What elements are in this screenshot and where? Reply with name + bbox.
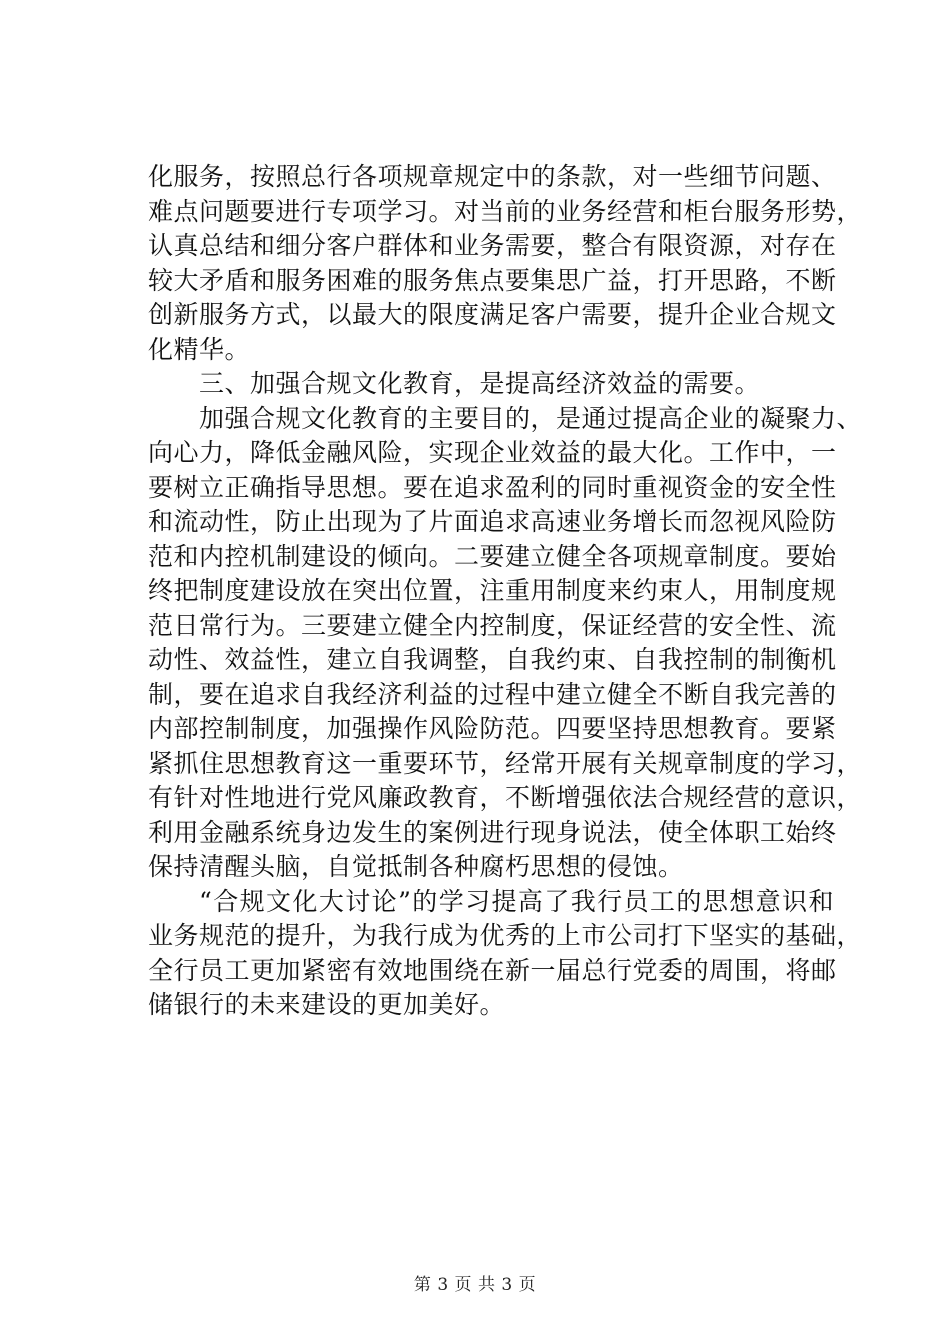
text-line: 保持清醒头脑，自觉抵制各种腐朽思想的侵蚀。	[148, 852, 684, 881]
text-line: 创新服务方式，以最大的限度满足客户需要，提升企业合规文	[148, 300, 837, 329]
text-line: 范和内控机制建设的倾向。二要建立健全各项规章制度。要始	[148, 541, 837, 571]
text-line: 制，要在追求自我经济利益的过程中建立健全不断自我完善的	[148, 679, 837, 709]
text-line: 储银行的未来建设的更加美好。	[148, 990, 506, 1019]
text-line: 终把制度建设放在突出位置，注重用制度来约束人，用制度规	[148, 576, 837, 605]
text-line: 向心力，降低金融风险，实现企业效益的最大化。工作中，一	[148, 438, 837, 467]
text-line: 化精华。	[148, 334, 251, 364]
text-line: 动性、效益性，建立自我调整，自我约束、自我控制的制衡机	[148, 645, 837, 674]
body-text	[148, 160, 863, 1023]
page-footer: 第 3 页 共 3 页	[413, 1275, 537, 1295]
text-line: 加强合规文化教育的主要目的，是通过提高企业的凝聚力、	[199, 403, 863, 433]
text-line: 业务规范的提升，为我行成为优秀的上市公司打下坚实的基础，	[148, 921, 863, 950]
text-line: 较大矛盾和服务困难的服务焦点要集思广益，打开思路，不断	[148, 265, 837, 295]
text-line: 范日常行为。三要建立健全内控制度，保证经营的安全性、流	[148, 610, 837, 640]
text-line: 有针对性地进行党风廉政教育，不断增强依法合规经营的意识，	[148, 783, 863, 812]
text-line: 利用金融系统身边发生的案例进行现身说法，使全体职工始终	[148, 817, 837, 847]
text-line: 和流动性，防止出现为了片面追求高速业务增长而忽视风险防	[148, 507, 837, 536]
text-line: 全行员工更加紧密有效地围绕在新一届总行党委的周围，将邮	[148, 955, 837, 985]
text-line: 难点问题要进行专项学习。对当前的业务经营和柜台服务形势，	[148, 196, 863, 226]
text-line: 紧抓住思想教育这一重要环节，经常开展有关规章制度的学习，	[148, 748, 863, 778]
text-line: “合规文化大讨论”的学习提高了我行员工的思想意识和	[199, 886, 834, 916]
text-line: 认真总结和细分客户群体和业务需要，整合有限资源，对存在	[148, 231, 837, 260]
text-line: 内部控制制度，加强操作风险防范。四要坚持思想教育。要紧	[148, 714, 837, 743]
text-line: 三、加强合规文化教育，是提高经济效益的需要。	[199, 369, 761, 398]
text-line: 要树立正确指导思想。要在追求盈利的同时重视资金的安全性	[148, 472, 837, 502]
text-line: 化服务，按照总行各项规章规定中的条款，对一些细节问题、	[148, 162, 837, 191]
